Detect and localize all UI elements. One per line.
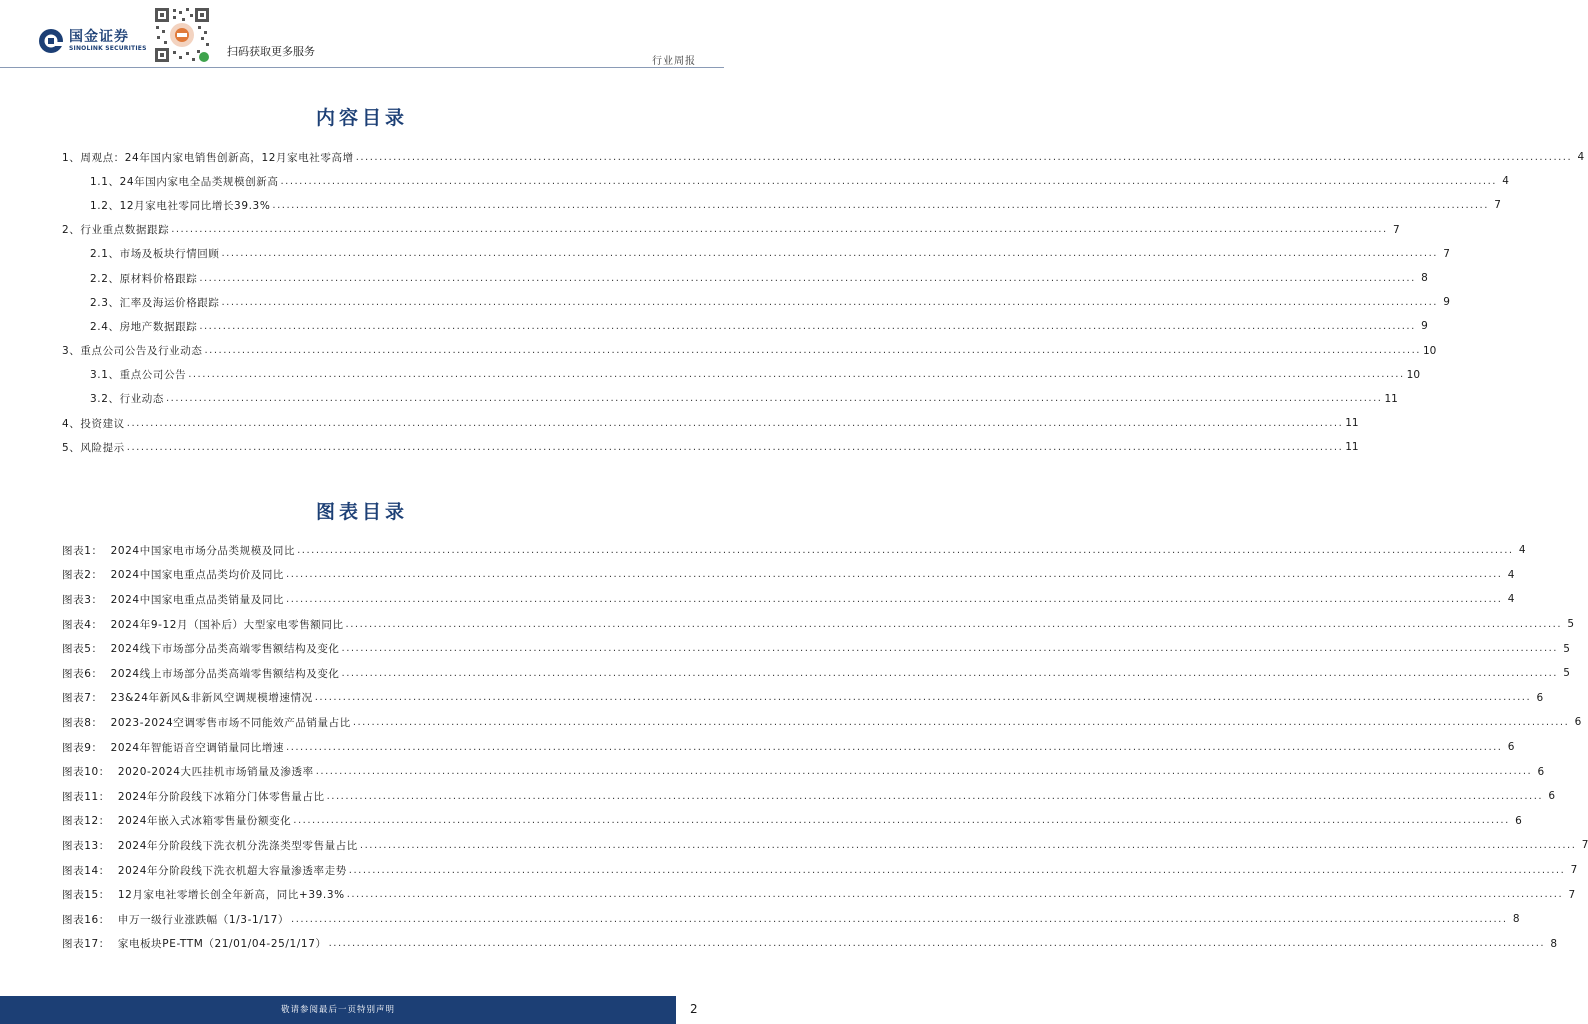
company-logo	[38, 28, 147, 54]
figure-entry-title: 家电板块PE-TTM（21/01/04-25/1/17）	[117, 938, 327, 951]
figure-entry-page: 8	[1512, 913, 1520, 926]
toc-leader-dots: ....................................................................................................................................................................................................................................................................	[221, 296, 1438, 308]
figure-entry-number: 图表13：	[62, 839, 110, 852]
figure-leader-dots: ....................................................................................................................................................................................................................................................................	[352, 716, 1570, 728]
toc-entry[interactable]	[62, 218, 1400, 242]
figure-leader-dots: ....................................................................................................................................................................................................................................................................	[348, 864, 1566, 876]
header-divider	[0, 67, 724, 68]
figure-entry-number: 图表6：	[62, 667, 103, 680]
toc-entry[interactable]	[62, 387, 1398, 411]
toc-entry-label: 2.3、汇率及海运价格跟踪	[90, 296, 220, 309]
toc-entry-label: 5、风险提示	[62, 441, 125, 454]
figure-entry-title: 2024年嵌入式冰箱零售量份额变化	[117, 815, 292, 828]
logo-name-en: SINOLINK SECURITIES	[69, 45, 147, 52]
figure-entry-title: 2024年分阶段线下洗衣机超大容量渗透率走势	[117, 864, 347, 877]
toc-leader-dots: ....................................................................................................................................................................................................................................................................	[280, 175, 1497, 187]
page-number: 2	[690, 1002, 698, 1016]
figure-leader-dots: ....................................................................................................................................................................................................................................................................	[286, 569, 1503, 581]
toc-entry-label: 3.2、行业动态	[90, 393, 164, 406]
figure-entry-title: 2024年分阶段线下冰箱分门体零售量占比	[117, 790, 325, 803]
figure-entry-title: 2024中国家电市场分品类规模及同比	[110, 544, 296, 557]
figure-entry-page: 6	[1537, 765, 1545, 778]
toc-entry-label: 1.2、12月家电社零同比增长39.3%	[90, 199, 271, 212]
toc-entry[interactable]	[62, 363, 1421, 387]
qr-code-icon	[153, 6, 211, 64]
toc-entry[interactable]	[62, 411, 1359, 435]
toc-entry-label: 3、重点公司公告及行业动态	[62, 345, 203, 358]
figure-leader-dots: ....................................................................................................................................................................................................................................................................	[341, 667, 1558, 679]
figure-entry-title: 23&24年新风&非新风空调规模增速情况	[110, 692, 313, 705]
figure-entry-number: 图表17：	[62, 938, 110, 951]
figure-entry-title: 2024年智能语音空调销量同比增速	[110, 741, 285, 754]
figure-leader-dots: ....................................................................................................................................................................................................................................................................	[359, 839, 1577, 851]
toc-entry[interactable]	[62, 169, 1509, 193]
figure-entry[interactable]	[62, 612, 1575, 637]
report-type-label: 行业周报	[652, 56, 696, 67]
figure-entry[interactable]	[62, 587, 1515, 612]
figure-entry-page: 4	[1507, 568, 1515, 581]
toc-entry[interactable]	[62, 266, 1428, 290]
toc-entry-page: 11	[1384, 392, 1398, 405]
toc-entry-page: 11	[1345, 441, 1359, 454]
figure-leader-dots: ....................................................................................................................................................................................................................................................................	[286, 741, 1503, 753]
figure-entry-title: 2024中国家电重点品类销量及同比	[110, 593, 285, 606]
toc-leader-dots: ....................................................................................................................................................................................................................................................................	[355, 151, 1573, 163]
figure-entry[interactable]	[62, 710, 1582, 735]
figure-entry-page: 4	[1518, 544, 1526, 557]
figure-entry-page: 5	[1563, 642, 1570, 655]
toc-leader-dots: ....................................................................................................................................................................................................................................................................	[221, 248, 1438, 260]
toc-entry[interactable]	[62, 314, 1428, 338]
figure-entry-number: 图表10：	[62, 766, 110, 779]
figure-entry-page: 7	[1570, 864, 1578, 877]
page-header	[0, 0, 724, 68]
figure-entry[interactable]	[62, 932, 1558, 957]
figure-entry-title: 12月家电社零增长创全年新高，同比+39.3%	[117, 889, 345, 902]
figure-entry-number: 图表5：	[62, 643, 103, 656]
toc-leader-dots: ....................................................................................................................................................................................................................................................................	[166, 393, 1383, 405]
figure-entry[interactable]	[62, 661, 1570, 686]
toc-leader-dots: ....................................................................................................................................................................................................................................................................	[171, 224, 1388, 236]
figure-entry[interactable]	[62, 686, 1544, 711]
figure-entry[interactable]	[62, 759, 1545, 784]
figure-leader-dots: ....................................................................................................................................................................................................................................................................	[297, 544, 1514, 556]
logo-mark-icon	[38, 28, 64, 54]
figure-leader-dots: ....................................................................................................................................................................................................................................................................	[328, 938, 1546, 950]
figure-entry[interactable]	[62, 858, 1578, 883]
figure-entry-number: 图表4：	[62, 618, 103, 631]
figure-entry-page: 5	[1563, 667, 1570, 680]
figure-entry-number: 图表1：	[62, 544, 103, 557]
toc-leader-dots: ....................................................................................................................................................................................................................................................................	[199, 320, 1416, 332]
figure-entry-page: 7	[1568, 888, 1576, 901]
toc-leader-dots: ....................................................................................................................................................................................................................................................................	[272, 199, 1489, 211]
toc-leader-dots: ....................................................................................................................................................................................................................................................................	[188, 369, 1405, 381]
toc-entry-label: 1、周观点：24年国内家电销售创新高，12月家电社零高增	[62, 151, 354, 164]
figure-entry[interactable]	[62, 784, 1556, 809]
toc-leader-dots: ....................................................................................................................................................................................................................................................................	[126, 441, 1344, 453]
figure-entry-title: 2024年9-12月（国补后）大型家电零售额同比	[110, 618, 344, 631]
figure-entry-number: 图表3：	[62, 593, 103, 606]
toc-entry-label: 2.2、原材料价格跟踪	[90, 272, 198, 285]
toc-entry-page: 7	[1392, 223, 1400, 236]
toc-entry-label: 3.1、重点公司公告	[90, 369, 187, 382]
figure-entry-page: 6	[1515, 814, 1522, 827]
figure-entry-title: 2024年分阶段线下洗衣机分洗涤类型零售量占比	[117, 839, 358, 852]
toc-entry-page: 7	[1494, 199, 1501, 212]
figure-list-title: 图表目录	[315, 501, 408, 523]
figure-entry-page: 6	[1507, 741, 1515, 754]
toc-entry-page: 10	[1422, 344, 1437, 357]
figure-entry-number: 图表11：	[62, 790, 110, 803]
toc-entry[interactable]	[62, 290, 1450, 314]
figure-leader-dots: ....................................................................................................................................................................................................................................................................	[326, 790, 1544, 802]
figure-entry-page: 6	[1536, 691, 1544, 704]
figure-entry-title: 2024线下市场部分品类高端零售额结构及变化	[110, 643, 340, 656]
figure-entry-page: 5	[1567, 618, 1575, 631]
figure-entry-page: 8	[1550, 937, 1558, 950]
figure-entry-number: 图表12：	[62, 815, 110, 828]
figure-entry[interactable]	[62, 735, 1515, 760]
figure-entry-number: 图表2：	[62, 569, 103, 582]
toc-entry-page: 8	[1421, 272, 1428, 285]
logo-name-cn: 国金证券	[69, 29, 129, 45]
figure-entry-page: 6	[1548, 790, 1556, 803]
figure-entry-title: 2024中国家电重点品类均价及同比	[110, 569, 285, 582]
figure-entry-number: 图表16：	[62, 913, 110, 926]
toc-entry[interactable]	[62, 145, 1585, 169]
toc-entry-page: 9	[1421, 320, 1428, 333]
toc-entry-page: 4	[1502, 175, 1509, 188]
figure-entry-title: 2020-2024大匹挂机市场销量及渗透率	[117, 766, 314, 779]
figure-entry-page: 7	[1581, 839, 1588, 852]
toc-leader-dots: ....................................................................................................................................................................................................................................................................	[126, 417, 1344, 429]
toc-entry[interactable]	[62, 339, 1437, 363]
toc-entry-page: 11	[1345, 417, 1359, 430]
page-footer	[0, 996, 724, 1024]
toc-entry[interactable]	[62, 435, 1359, 459]
figure-leader-dots: ....................................................................................................................................................................................................................................................................	[293, 815, 1510, 827]
figure-leader-dots: ....................................................................................................................................................................................................................................................................	[286, 593, 1503, 605]
figure-entry-title: 2023-2024空调零售市场不同能效产品销量占比	[110, 716, 351, 729]
toc-entry-page: 4	[1577, 151, 1585, 164]
toc-leader-dots: ....................................................................................................................................................................................................................................................................	[204, 345, 1421, 357]
figure-entry[interactable]	[62, 636, 1570, 661]
figure-entry-number: 图表14：	[62, 864, 110, 877]
figure-entry[interactable]	[62, 882, 1576, 907]
toc-entry-page: 10	[1406, 368, 1421, 381]
figure-leader-dots: ....................................................................................................................................................................................................................................................................	[341, 643, 1558, 655]
figure-leader-dots: ....................................................................................................................................................................................................................................................................	[291, 913, 1508, 925]
figure-entry-title: 申万一级行业涨跌幅（1/3-1/17）	[117, 913, 290, 926]
figure-leader-dots: ....................................................................................................................................................................................................................................................................	[345, 618, 1563, 630]
toc-entry-label: 2、行业重点数据跟踪	[62, 224, 170, 237]
figure-entry-number: 图表7：	[62, 692, 103, 705]
figure-entry-number: 图表8：	[62, 716, 103, 729]
toc-entry-page: 7	[1443, 247, 1450, 260]
figure-entry-page: 4	[1507, 593, 1515, 606]
toc-entry[interactable]	[62, 193, 1501, 217]
figure-entry[interactable]	[62, 809, 1522, 834]
figure-entry-page: 6	[1574, 716, 1582, 729]
toc-entry-label: 2.1、市场及板块行情回顾	[90, 248, 220, 261]
table-of-contents	[62, 145, 1585, 459]
figure-leader-dots: ....................................................................................................................................................................................................................................................................	[315, 766, 1533, 778]
figure-entry[interactable]	[62, 833, 1588, 858]
figure-list	[62, 538, 1588, 956]
figure-leader-dots: ....................................................................................................................................................................................................................................................................	[314, 692, 1532, 704]
qr-caption: 扫码获取更多服务	[227, 45, 315, 58]
figure-entry[interactable]	[62, 538, 1526, 563]
toc-entry-page: 9	[1443, 296, 1450, 309]
figure-entry-number: 图表9：	[62, 741, 103, 754]
toc-entry-label: 4、投资建议	[62, 417, 125, 430]
toc-entry-label: 2.4、房地产数据跟踪	[90, 320, 198, 333]
toc-entry-label: 1.1、24年国内家电全品类规模创新高	[90, 175, 279, 188]
figure-entry-number: 图表15：	[62, 889, 110, 902]
figure-leader-dots: ....................................................................................................................................................................................................................................................................	[346, 889, 1564, 901]
figure-entry-title: 2024线上市场部分品类高端零售额结构及变化	[110, 667, 340, 680]
figure-entry[interactable]	[62, 907, 1520, 932]
toc-title: 内容目录	[315, 107, 408, 129]
toc-leader-dots: ....................................................................................................................................................................................................................................................................	[199, 272, 1416, 284]
figure-entry[interactable]	[62, 563, 1515, 588]
footer-disclaimer: 敬请参阅最后一页特别声明	[280, 1005, 395, 1015]
toc-entry[interactable]	[62, 242, 1450, 266]
